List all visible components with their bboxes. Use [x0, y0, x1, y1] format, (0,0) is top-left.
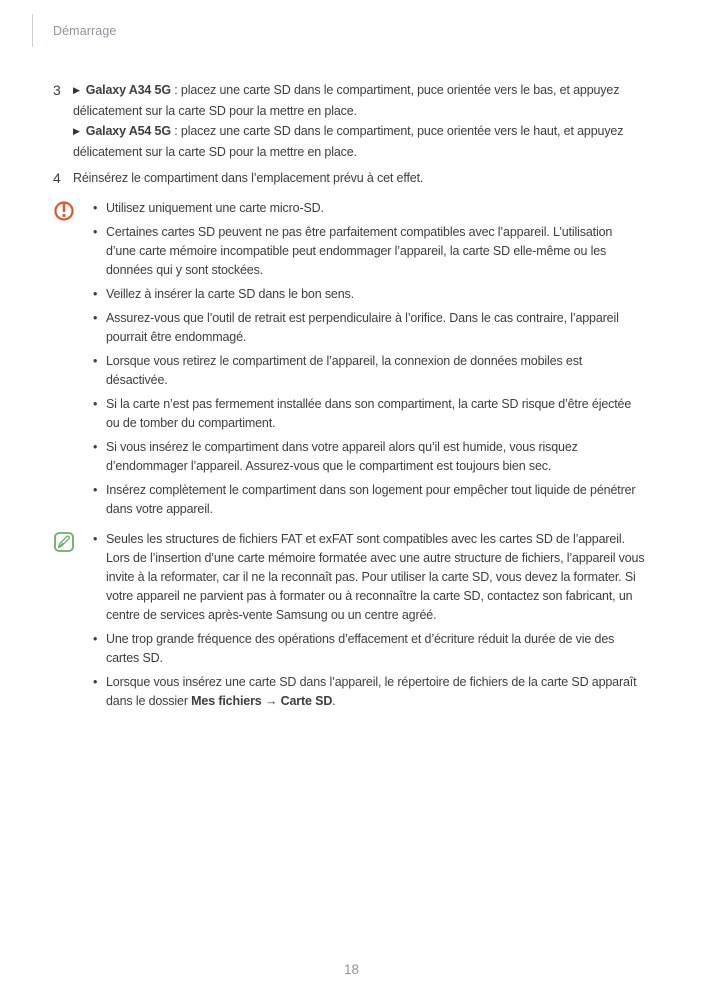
step-3-variant-a34	[73, 80, 645, 121]
list-item: • Assurez-vous que l’outil de retrait est perpendiculaire à l’orifice. Dans le cas contraire, l’appareil pourrait être endommagé.	[93, 309, 645, 347]
list-item: • Insérez complètement le compartiment dans son logement pour empêcher tout liquide de pénétrer dans votre appareil.	[93, 481, 645, 519]
warning-list	[93, 199, 645, 519]
list-item: • Veillez à insérer la carte SD dans le bon sens.	[93, 285, 645, 304]
step-text: Réinsérez le compartiment dans l’emplacement prévu à cet effet.	[73, 171, 424, 185]
step-number: 4	[53, 170, 61, 186]
triangle-bullet-icon: ▶	[73, 126, 80, 136]
folder-name: Carte SD	[280, 694, 333, 708]
list-item: • Si la carte n’est pas fermement installée dans son compartiment, la carte SD risque d’être éjectée ou de tomber du compartiment.	[93, 395, 645, 433]
step-text: : placez une carte SD dans le compartiment, puce orientée vers le bas, et appuyez délicatement sur la carte SD pour la mettre en place.	[73, 83, 620, 118]
list-item: • Seules les structures de fichiers FAT et exFAT sont compatibles avec les cartes SD de l’appareil. Lors de l’insertion d’une carte mémoire formatée avec une autre structure de fichiers, l’appareil vous invite à la reformater, car il ne la reconnaît pas. Pour utiliser la carte SD, vous devez la formater. Si votre appareil ne parvient pas à formater ou à reconnaître la carte SD, contactez son fabricant, un centre de services après-vente Samsung ou un centre agréé.	[93, 530, 645, 625]
page-footer	[0, 961, 703, 979]
list-item: • Lorsque vous retirez le compartiment de l’appareil, la connexion de données mobiles est désactivée.	[93, 352, 645, 390]
step-3	[53, 80, 650, 162]
triangle-bullet-icon: ▶	[73, 85, 80, 95]
note-text: .	[332, 694, 336, 708]
model-name: Galaxy A34 5G	[85, 83, 171, 97]
step-4-body	[73, 168, 645, 188]
note-callout	[53, 530, 650, 711]
list-item	[93, 673, 645, 711]
arrow-right-glyph: →	[261, 694, 281, 708]
list-item: • Utilisez uniquement une carte micro-SD.	[93, 199, 645, 218]
manual-content	[53, 80, 650, 711]
page-header	[32, 14, 116, 47]
step-text: : placez une carte SD dans le compartiment, puce orientée vers le haut, et appuyez délicatement sur la carte SD pour la mettre en place.	[73, 124, 624, 159]
step-3-body	[73, 80, 645, 162]
note-pencil-icon	[53, 530, 93, 553]
step-3-variant-a54	[73, 121, 645, 162]
page-number: 18	[343, 962, 360, 977]
warning-callout	[53, 199, 650, 519]
list-item: • Certaines cartes SD peuvent ne pas être parfaitement compatibles avec l’appareil. L’utilisation d’une carte mémoire incompatible peut endommager l’appareil, la carte SD elle-même ou les données qui y sont stockées.	[93, 223, 645, 280]
chapter-title: Démarrage	[53, 23, 117, 38]
step-number: 3	[53, 82, 61, 98]
model-name: Galaxy A54 5G	[85, 124, 171, 138]
list-item: • Si vous insérez le compartiment dans votre appareil alors qu’il est humide, vous risquez d’endommager l’appareil. Assurez-vous que le compartiment est toujours bien sec.	[93, 438, 645, 476]
folder-name: Mes fichiers	[191, 694, 262, 708]
step-4	[53, 168, 650, 188]
note-text: Lorsque vous insérez une carte SD dans l’appareil, le répertoire de fichiers de la carte SD apparaît dans le dossier	[106, 675, 637, 708]
note-list	[93, 530, 645, 711]
header-rule	[32, 14, 33, 47]
warning-exclamation-icon	[53, 199, 93, 222]
list-item: • Une trop grande fréquence des opérations d’effacement et d’écriture réduit la durée de vie des cartes SD.	[93, 630, 645, 668]
